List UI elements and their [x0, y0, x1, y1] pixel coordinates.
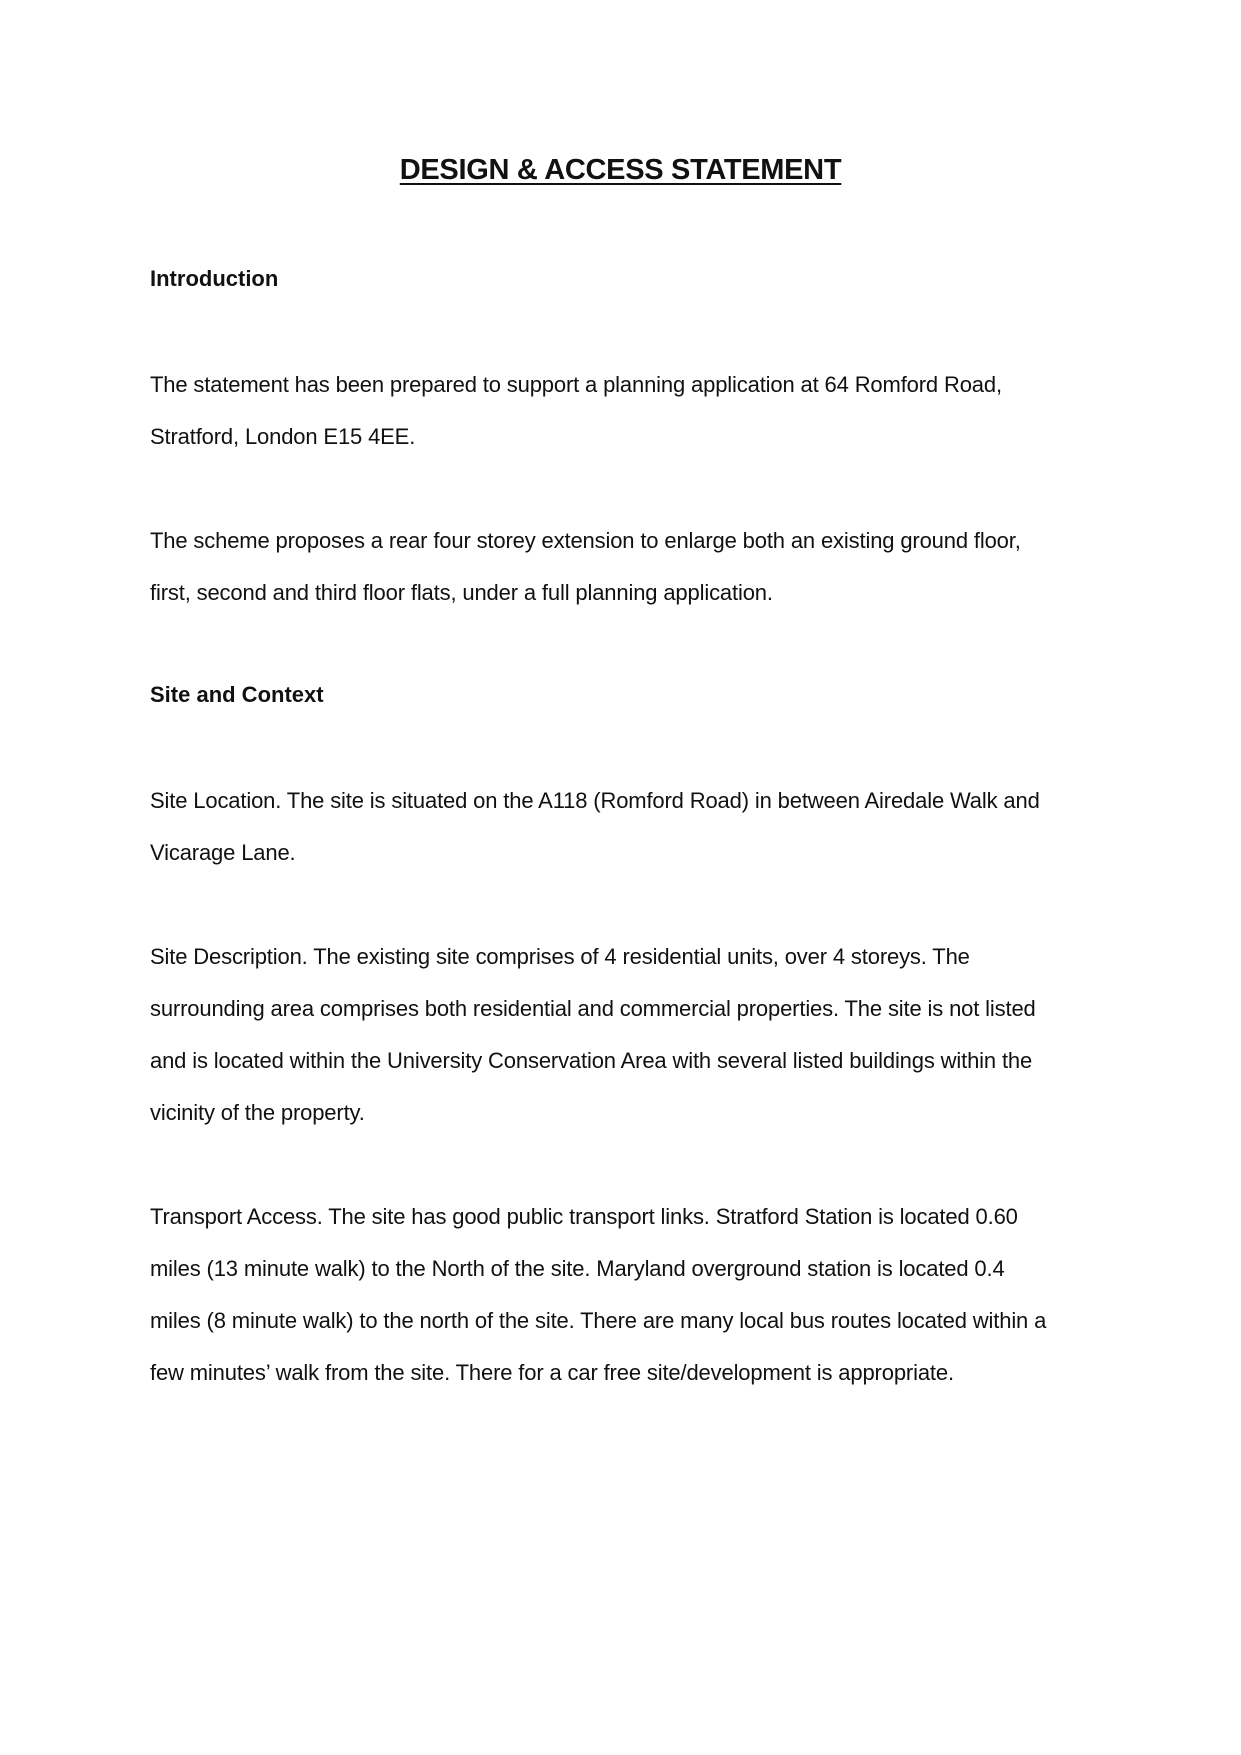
intro-paragraph-1: The statement has been prepared to support a planning application at 64 Romford Road, Stratford, London E15 4EE.	[150, 372, 1002, 449]
intro-paragraph-2: The scheme proposes a rear four storey extension to enlarge both an existing ground floor, first, second and third floor flats, under a full planning application.	[150, 528, 1021, 605]
section-heading-site-and-context: Site and Context	[150, 682, 324, 707]
site-location-paragraph: Site Location. The site is situated on the A118 (Romford Road) in between Airedale Walk and Vicarage Lane.	[150, 788, 1040, 865]
document-title: DESIGN & ACCESS STATEMENT	[399, 154, 842, 186]
section-heading-introduction: Introduction	[150, 266, 279, 291]
transport-access-paragraph: Transport Access. The site has good public transport links. Stratford Station is located 0.60 miles (13 minute walk) to the North of the site. Maryland overground station is located 0.4 miles (8 minute walk) to the north of the site. There are many local bus routes located within a few minutes’ walk from the site. There for a car free site/development is appropriate.	[150, 1204, 1047, 1385]
site-description-paragraph: Site Description. The existing site comprises of 4 residential units, over 4 storeys. The surrounding area comprises both residential and commercial properties. The site is not listed and is located within the University Conservation Area with several listed buildings within the vicinity of the property.	[150, 944, 1036, 1125]
